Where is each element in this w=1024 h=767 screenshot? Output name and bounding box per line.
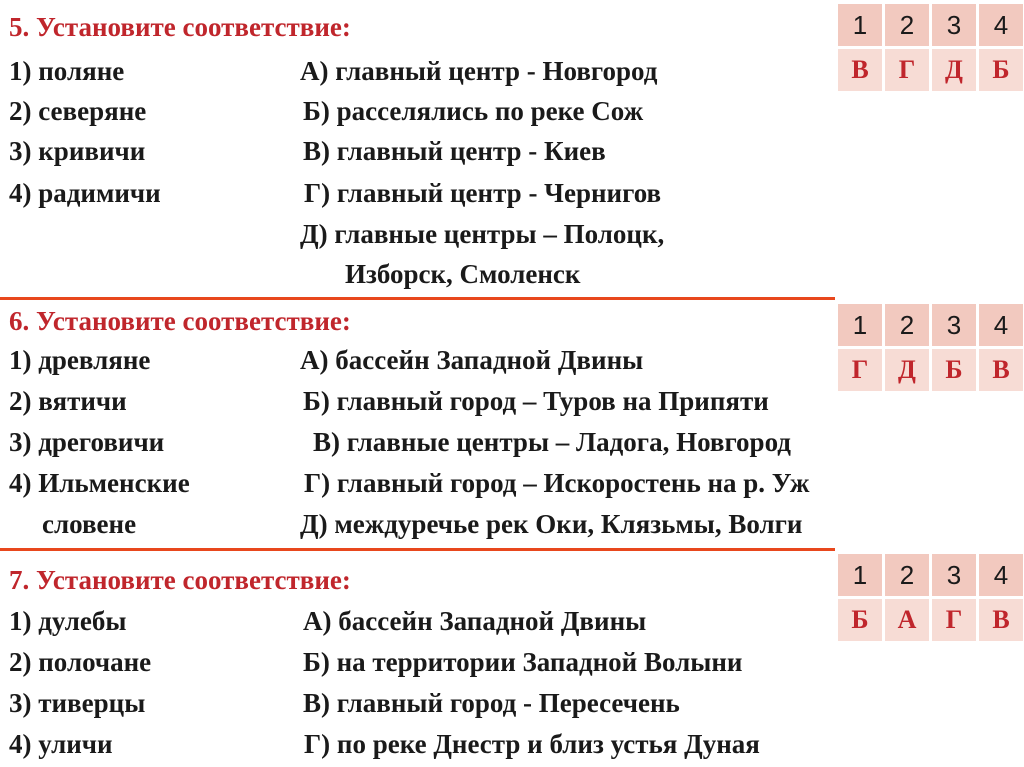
q6-answer-cell: Г	[838, 349, 882, 391]
q6-left-item-1: 1) древляне	[9, 345, 151, 375]
q7-right-item-g: Г) по реке Днестр и близ устья Дуная	[304, 729, 760, 759]
question-7-title: 7. Установите соответствие:	[9, 565, 351, 595]
q5-right-item-b: Б) расселялись по реке Сож	[303, 96, 644, 126]
q7-number-cell: 3	[932, 554, 976, 596]
q5-number-cell: 2	[885, 4, 929, 46]
q5-left-item-1: 1) поляне	[9, 56, 125, 86]
q7-right-item-b: Б) на территории Западной Волыни	[303, 647, 743, 677]
q6-right-item-b: Б) главный город – Туров на Припяти	[303, 386, 769, 416]
q7-left-item-1: 1) дулебы	[9, 606, 127, 636]
q7-right-item-a: А) бассейн Западной Двины	[303, 606, 647, 636]
q5-right-item-d-cont: Изборск, Смоленск	[345, 259, 581, 289]
q7-number-cell: 2	[885, 554, 929, 596]
q5-number-cell: 3	[932, 4, 976, 46]
q6-left-item-2: 2) вятичи	[9, 386, 127, 416]
q6-answer-cell: Б	[932, 349, 976, 391]
q6-right-item-v: В) главные центры – Ладога, Новгород	[313, 427, 791, 457]
q7-left-item-3: 3) тиверцы	[9, 688, 146, 718]
q7-answer-cell: Г	[932, 599, 976, 641]
q5-right-item-v: В) главный центр - Киев	[303, 136, 606, 166]
q6-number-cell: 4	[979, 304, 1023, 346]
q5-answer-cell: Б	[979, 49, 1023, 91]
q7-answer-table	[838, 554, 1024, 641]
q7-right-item-v: В) главный город - Пересечень	[303, 688, 680, 718]
q6-number-cell: 1	[838, 304, 882, 346]
q7-answer-cell: Б	[838, 599, 882, 641]
q5-right-item-a: А) главный центр - Новгород	[300, 56, 658, 86]
question-7	[0, 551, 1024, 767]
question-5	[0, 0, 1024, 295]
q5-right-item-g: Г) главный центр - Чернигов	[304, 178, 662, 208]
q5-left-item-3: 3) кривичи	[9, 136, 146, 166]
q7-answer-cell: В	[979, 599, 1023, 641]
q6-answer-cell: В	[979, 349, 1023, 391]
q6-number-cell: 3	[932, 304, 976, 346]
q6-answer-table	[838, 304, 1024, 391]
question-6-title: 6. Установите соответствие:	[9, 306, 351, 336]
question-6	[0, 300, 1024, 545]
q5-answer-cell: В	[838, 49, 882, 91]
q7-answer-cell: А	[885, 599, 929, 641]
q6-right-item-a: А) бассейн Западной Двины	[300, 345, 644, 375]
q5-number-cell: 4	[979, 4, 1023, 46]
q6-answer-cell: Д	[885, 349, 929, 391]
q7-left-item-2: 2) полочане	[9, 647, 152, 677]
q6-left-item-4-cont: словене	[42, 509, 137, 539]
q6-right-item-g: Г) главный город – Искоростень на р. Уж	[304, 468, 810, 498]
q6-left-item-3: 3) дреговичи	[9, 427, 165, 457]
question-5-title: 5. Установите соответствие:	[9, 12, 351, 42]
q7-number-cell: 1	[838, 554, 882, 596]
q6-right-item-d: Д) междуречье рек Оки, Клязьмы, Волги	[300, 509, 803, 539]
q5-answer-cell: Д	[932, 49, 976, 91]
q6-left-item-4: 4) Ильменские	[9, 468, 190, 498]
q7-left-item-4: 4) уличи	[9, 729, 113, 759]
q5-answer-cell: Г	[885, 49, 929, 91]
q5-right-item-d: Д) главные центры – Полоцк,	[300, 219, 665, 249]
q7-number-cell: 4	[979, 554, 1023, 596]
q5-left-item-4: 4) радимичи	[9, 178, 161, 208]
q5-answer-table	[838, 4, 1024, 91]
q5-left-item-2: 2) северяне	[9, 96, 147, 126]
q5-number-cell: 1	[838, 4, 882, 46]
q6-number-cell: 2	[885, 304, 929, 346]
